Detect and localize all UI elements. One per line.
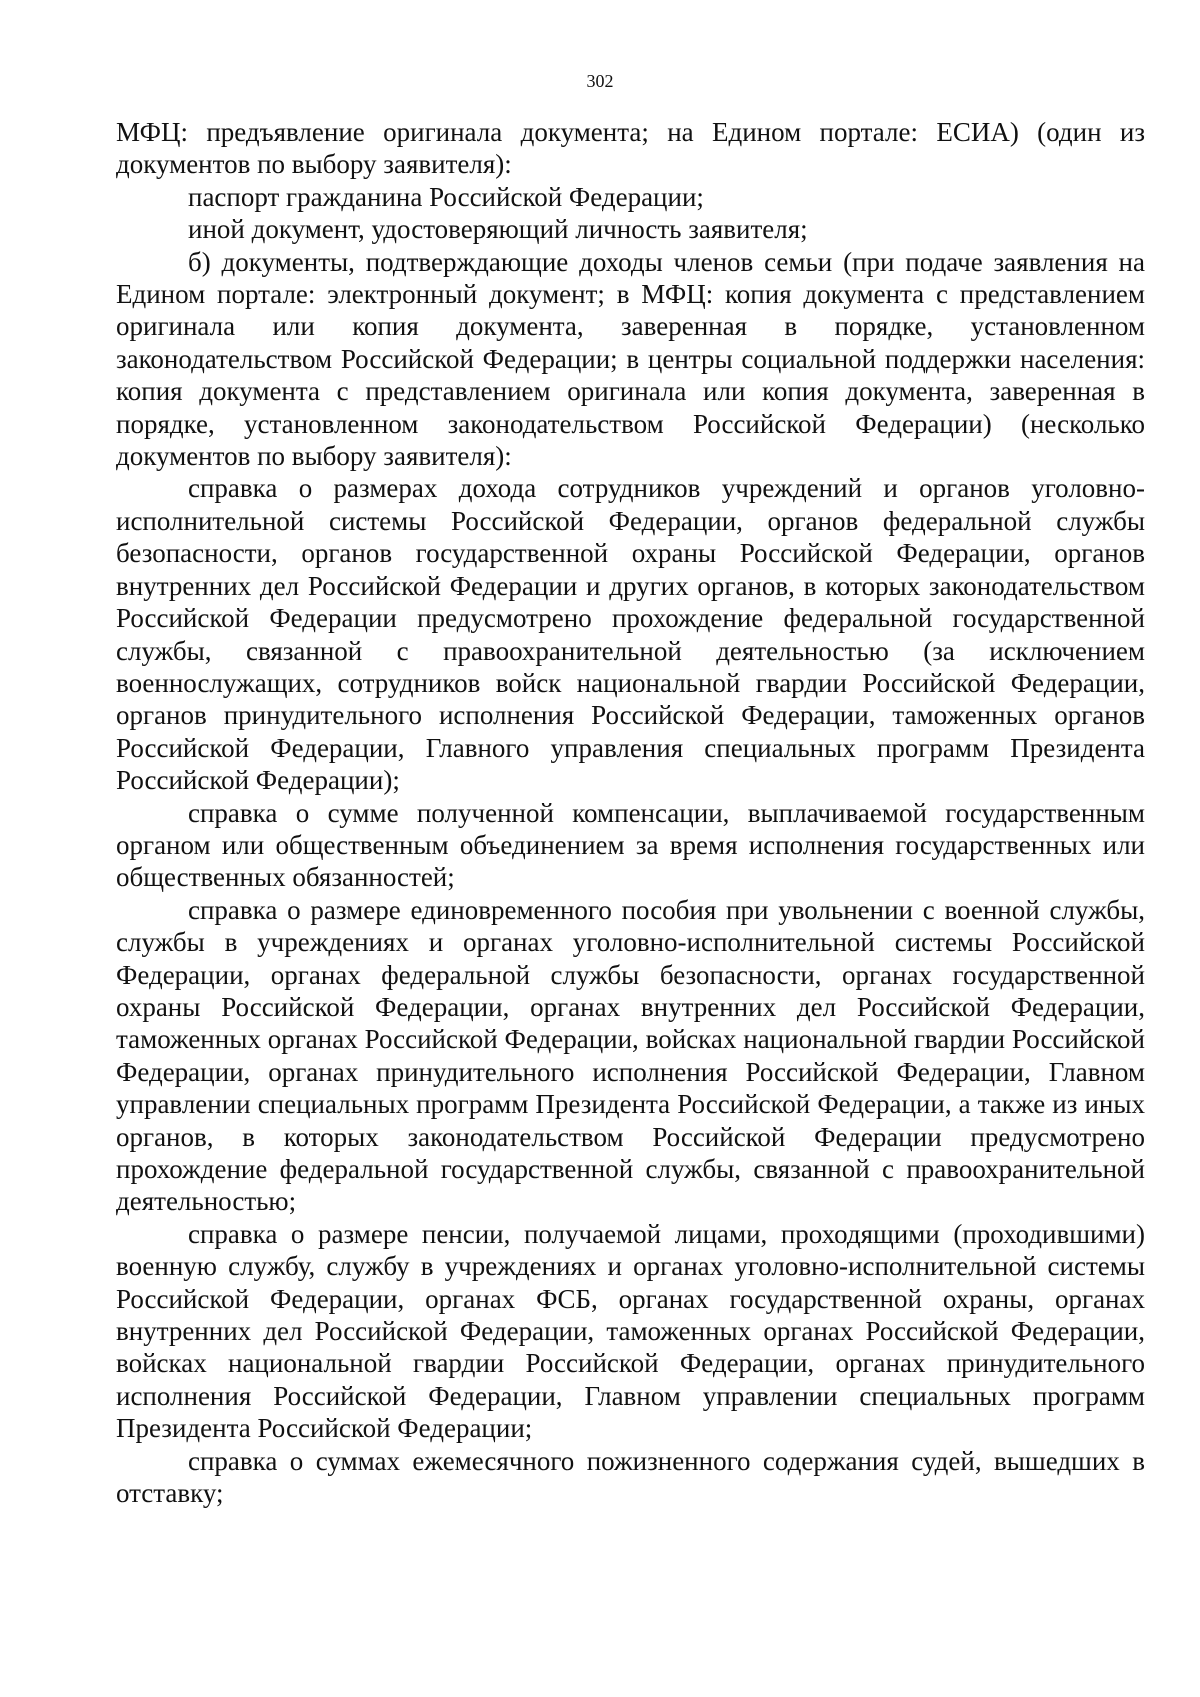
paragraph-list-item: справка о размере единовременного пособия при увольнении с военной службы, службы в учреждениях и органах уголовно-исполнительной системы Российской Федерации, органах федеральной службы безопасности, органах государственной охраны Российской Федерации, органах внутренних дел Российской Федерации, таможенных органах Российской Федерации, войсках национальной гвардии Российской Федерации, органах принудительного исполнения Российской Федерации, Главном управлении специальных программ Президента Российской Федерации, а также из иных органов, в которых законодательством Российской Федерации предусмотрено прохождение федеральной государственной службы, связанной с правоохранительной деятельностью;: [116, 894, 1145, 1217]
paragraph-list-item: справка о суммах ежемесячного пожизненного содержания судей, вышедших в отставку;: [116, 1445, 1145, 1509]
paragraph-list-item: справка о размерах дохода сотрудников учреждений и органов уголовно-исполнительной системы Российской Федерации, органов федеральной службы безопасности, органов государственной охраны Российской Федерации, органов внутренних дел Российской Федерации и других органов, в которых законодательством Российской Федерации предусмотрено прохождение федеральной государственной службы, связанной с правоохранительной деятельностью (за исключением военнослужащих, сотрудников войск национальной гвардии Российской Федерации, органов принудительного исполнения Российской Федерации, таможенных органов Российской Федерации, Главного управления специальных программ Президента Российской Федерации);: [116, 473, 1145, 796]
paragraph-list-item: иной документ, удостоверяющий личность заявителя;: [188, 214, 808, 245]
paragraph-list-item: справка о сумме полученной компенсации, выплачиваемой государственным органом или общественным объединением за время исполнения государственных или общественных обязанностей;: [116, 797, 1145, 893]
paragraph-subsection-b: б) документы, подтверждающие доходы членов семьи (при подаче заявления на Едином портале: электронный документ; в МФЦ: копия документа с представлением оригинала или копия документа, заверенная в порядке, установленном законодательством Российской Федерации; в центры социальной поддержки населения: копия документа с представлением оригинала или копия документа, заверенная в порядке, установленном законодательством Российской Федерации) (несколько документов по выбору заявителя):: [116, 246, 1145, 472]
paragraph-continuation: МФЦ: предъявление оригинала документа; на Едином портале: ЕСИА) (один из документов по выбору заявителя):: [116, 117, 1145, 180]
paragraph-list-item: паспорт гражданина Российской Федерации;: [188, 181, 704, 212]
page-number: 302: [586, 71, 614, 91]
paragraph-list-item: справка о размере пенсии, получаемой лицами, проходящими (проходившими) военную службу, службу в учреждениях и органах уголовно-исполнительной системы Российской Федерации, органах ФСБ, органах государственной охраны, органах внутренних дел Российской Федерации, таможенных органах Российской Федерации, войсках национальной гвардии Российской Федерации, органах принудительного исполнения Российской Федерации, Главном управлении специальных программ Президента Российской Федерации;: [116, 1218, 1145, 1444]
document-body: [116, 116, 1145, 1509]
